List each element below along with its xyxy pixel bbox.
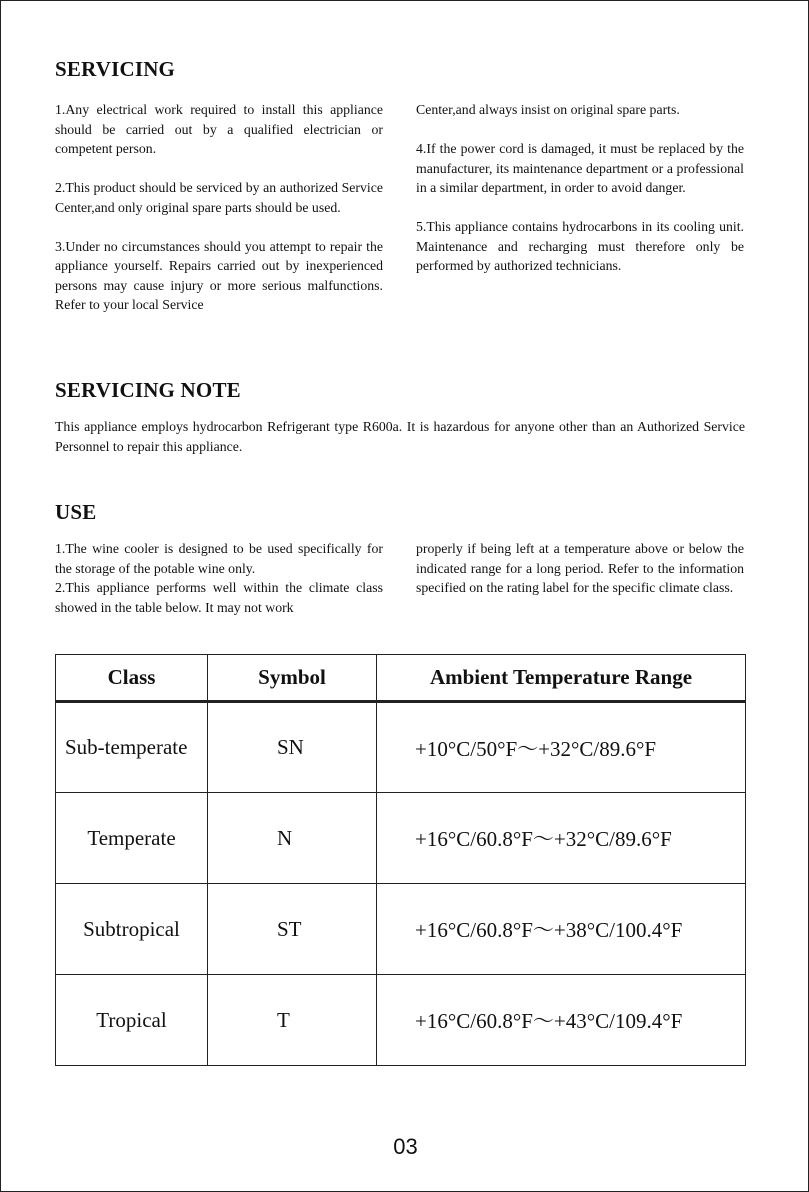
class-cell: Sub-temperate: [56, 702, 208, 793]
table-row: [56, 884, 746, 975]
table-header-row: [56, 655, 746, 702]
class-cell: Subtropical: [56, 884, 208, 975]
symbol-cell: ST: [208, 884, 377, 975]
servicing-note-paragraph: This appliance employs hydrocarbon Refrigerant type R600a. It is hazardous for anyone other than an Authorized Service Personnel to repair this appliance.: [55, 419, 745, 454]
use-heading: USE: [55, 500, 97, 524]
table-row: [56, 793, 746, 884]
symbol-cell: SN: [208, 702, 377, 793]
servicing-item-3-part-2: Center,and always insist on original spare parts.: [416, 102, 680, 117]
range-cell: +10°C/50°F～+32°C/89.6°F: [377, 702, 746, 793]
servicing-note-text: [55, 417, 745, 456]
range-cell: +16°C/60.8°F～+32°C/89.6°F: [377, 793, 746, 884]
symbol-cell: N: [208, 793, 377, 884]
servicing-right-column: [416, 100, 744, 276]
page-number: 03: [393, 1134, 418, 1159]
range-cell: +16°C/60.8°F～+38°C/100.4°F: [377, 884, 746, 975]
servicing-left-column: [55, 100, 383, 315]
header-symbol: Symbol: [208, 655, 377, 702]
header-class: Class: [56, 655, 208, 702]
table-row: [56, 702, 746, 793]
range-cell: +16°C/60.8°F～+43°C/109.4°F: [377, 975, 746, 1066]
header-ambient-temperature-range: Ambient Temperature Range: [377, 655, 746, 702]
climate-class-table: [55, 654, 746, 1066]
class-cell: Tropical: [56, 975, 208, 1066]
use-item-2-continued: properly if being left at a temperature above or below the indicated range for a long period. Refer to the information specified on the rating label for the specific climate class.: [416, 541, 744, 595]
table-row: [56, 975, 746, 1066]
use-left-column: [55, 539, 383, 617]
servicing-item-2: 2.This product should be serviced by an authorized Service Center,and only original spare parts should be used.: [55, 180, 383, 215]
servicing-heading: SERVICING: [55, 57, 176, 81]
servicing-note-heading: SERVICING NOTE: [55, 378, 241, 402]
use-right-column: [416, 539, 744, 598]
class-cell: Temperate: [56, 793, 208, 884]
servicing-item-3-part-1: 3.Under no circumstances should you attempt to repair the appliance yourself. Repairs carried out by inexperienced persons may cause injury or more serious malfunctions. Refer to your local Service: [55, 238, 383, 312]
symbol-cell: T: [208, 975, 377, 1066]
servicing-item-4: 4.If the power cord is damaged, it must be replaced by the manufacturer, its maintenance department or a professional in a similar department, in order to avoid danger.: [416, 141, 744, 195]
use-item-2: 2.This appliance performs well within the climate class showed in the table below. It may not work: [55, 580, 383, 615]
servicing-item-5: 5.This appliance contains hydrocarbons in its cooling unit. Maintenance and recharging must therefore only be performed by authorized technicians.: [416, 219, 744, 273]
use-item-1: 1.The wine cooler is designed to be used specifically for the storage of the potable wine only.: [55, 541, 383, 576]
servicing-item-1: 1.Any electrical work required to install this appliance should be carried out by a qualified electrician or competent person.: [55, 102, 383, 156]
